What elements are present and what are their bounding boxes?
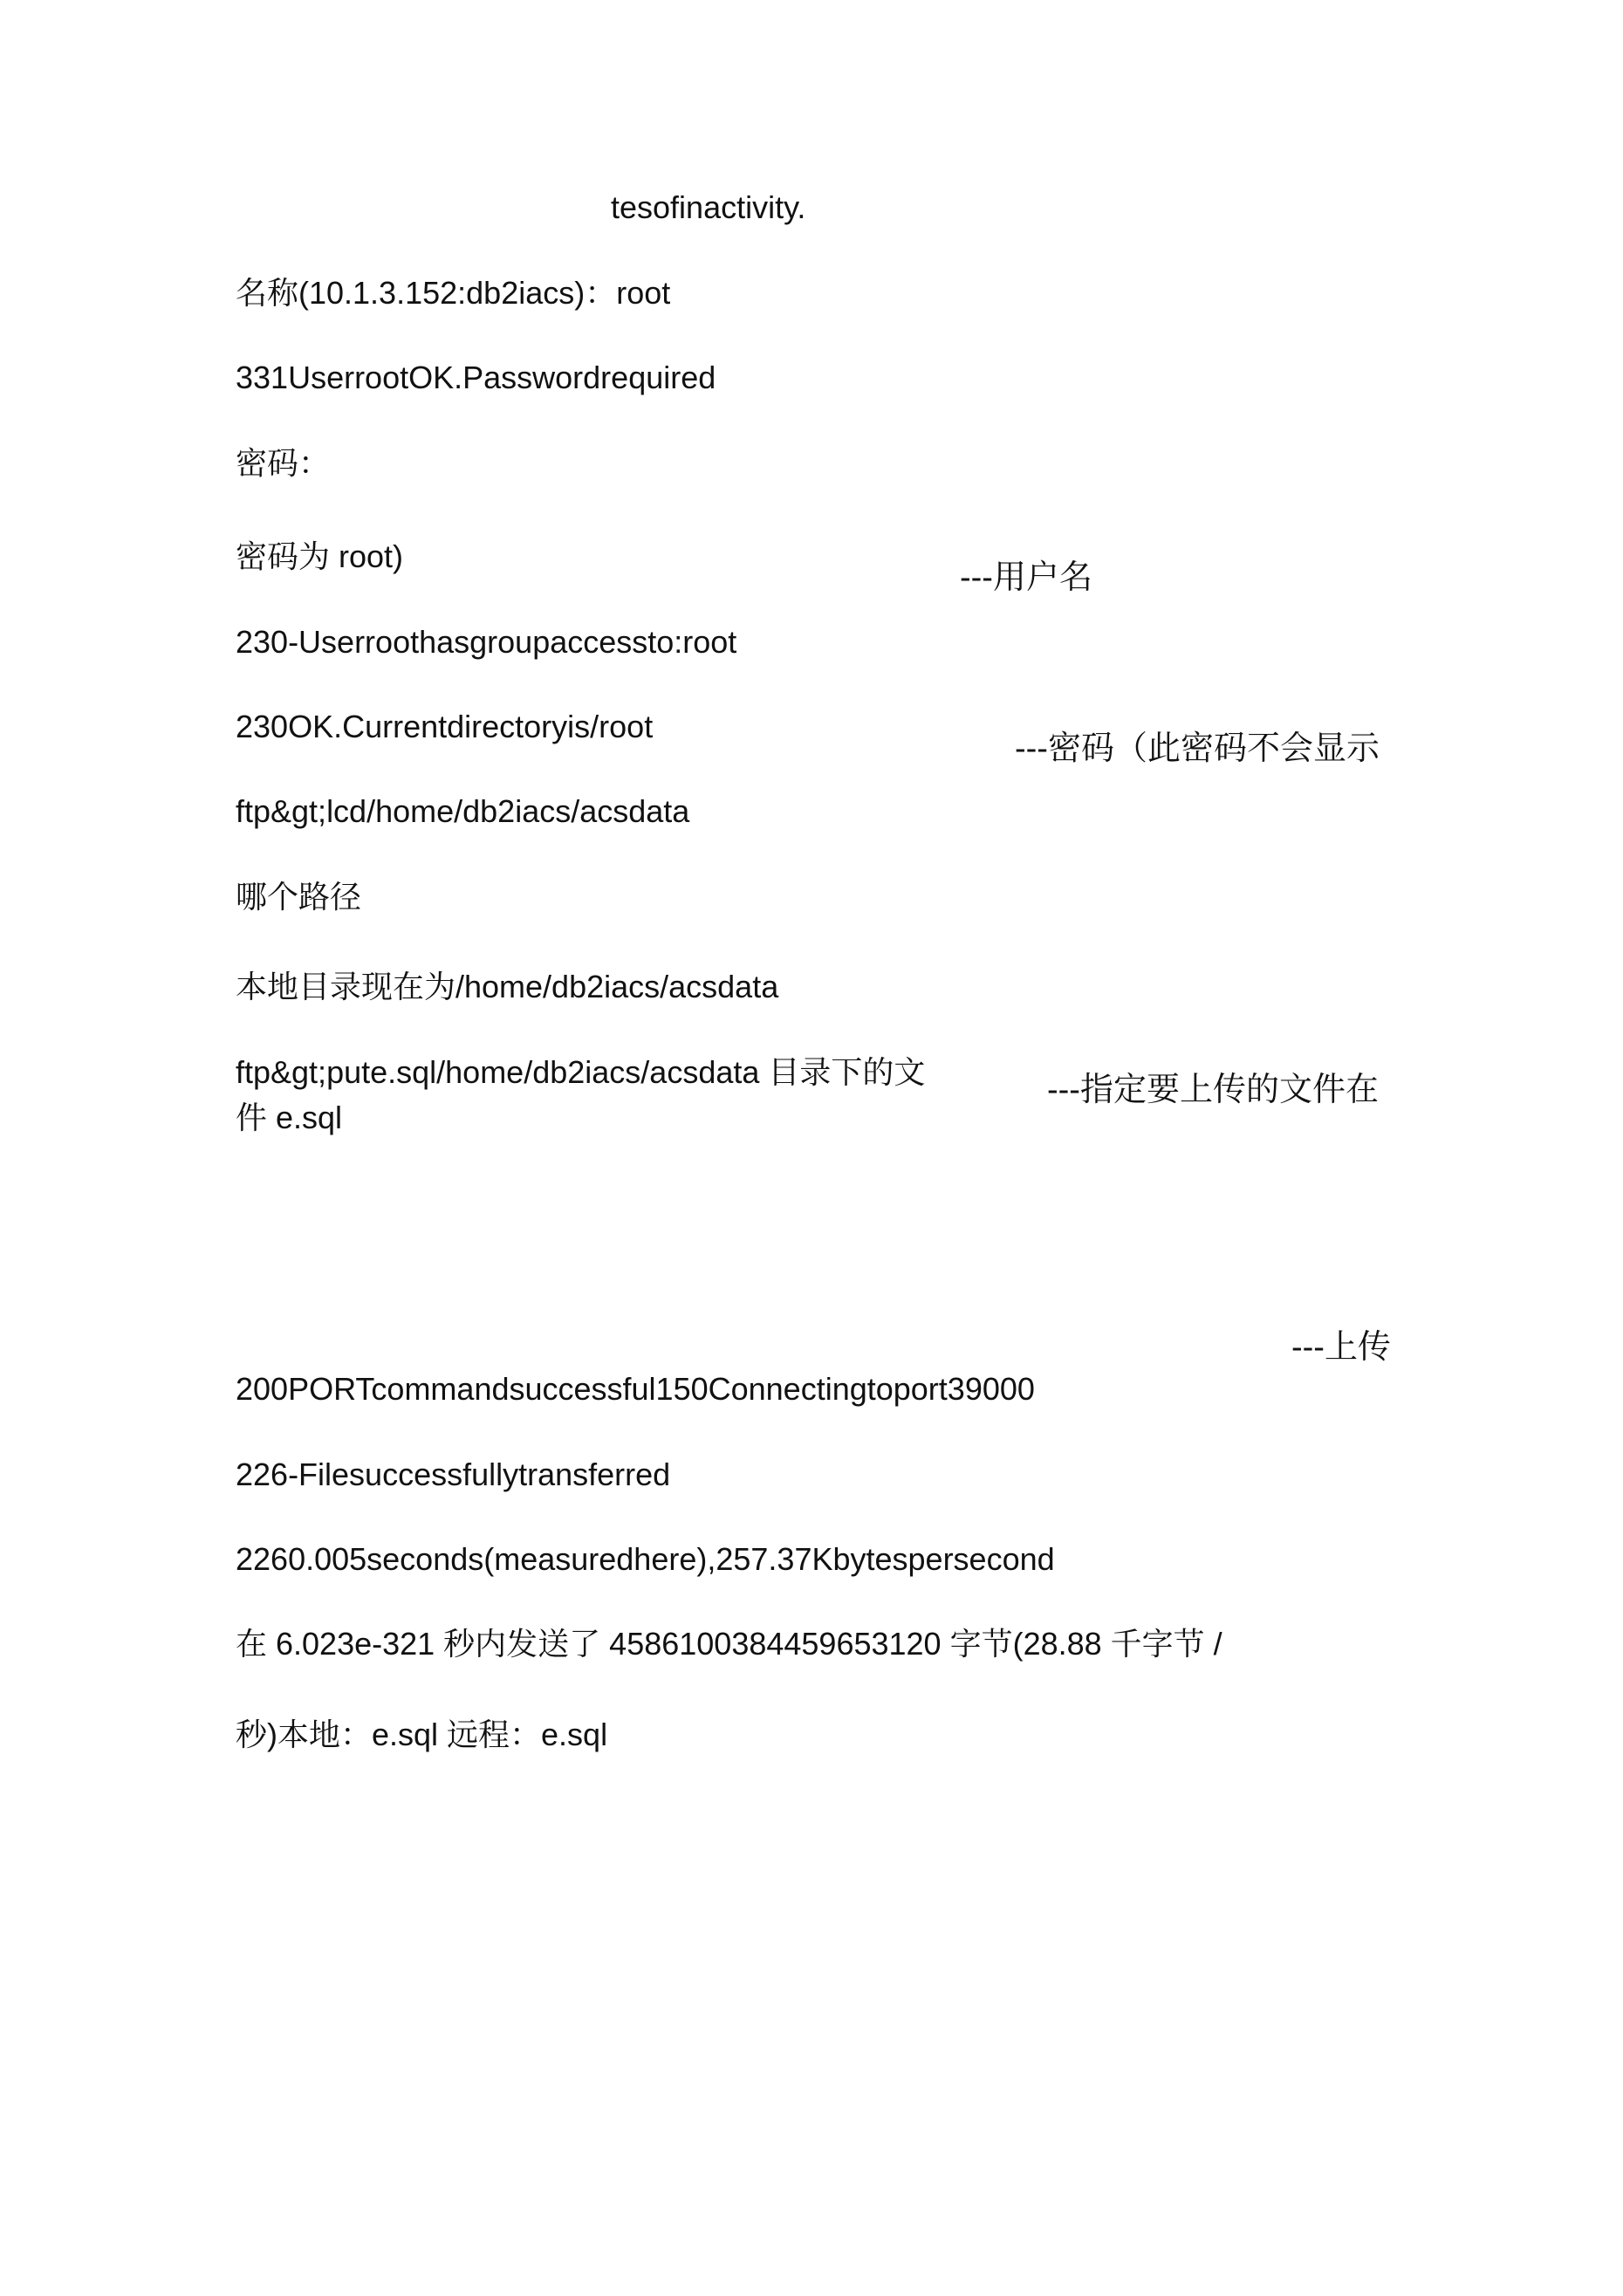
note-upload: ---上传 (1291, 1329, 1391, 1366)
note-specify-upload-file: ---指定要上传的文件在 (1047, 1072, 1379, 1108)
text-line-which-path: 哪个路径 (236, 879, 362, 915)
text-line-port-command: 200PORTcommandsuccessful150Connectingtoport39000 (236, 1371, 1035, 1407)
text-line-password-required: 331UserrootOK.Passwordrequired (236, 360, 716, 395)
text-line-name-prompt: 名称(10.1.3.152:db2iacs)：root (236, 275, 671, 311)
text-line-password-is-root: 密码为 root) (236, 538, 404, 574)
text-line-password-prompt: 密码： (236, 445, 331, 481)
text-line-bytes-sent: 在 6.023e-321 秒内发送了 4586100384459653120 字节(28.88 千字节 / (236, 1626, 1222, 1662)
text-line-local-directory: 本地目录现在为/home/db2iacs/acsdata (236, 969, 779, 1004)
text-line-transfer-speed: 2260.005seconds(measuredhere),257.37Kbytespersecond (236, 1541, 1055, 1577)
text-line-group-access: 230-Userroothasgroupaccessto:root (236, 624, 737, 660)
note-username: ---用户名 (960, 559, 1092, 596)
text-line-inactivity: tesofinactivity. (611, 189, 806, 225)
text-line-put-command: ftp&gt;pute.sql/home/db2iacs/acsdata 目录下的文件 e.sql (236, 1054, 926, 1135)
text-line-current-directory: 230OK.Currentdirectoryis/root (236, 709, 654, 744)
note-password: ---密码（此密码不会显示 (1015, 730, 1380, 767)
text-line-file-transferred: 226-Filesuccessfullytransferred (236, 1456, 671, 1492)
text-line-lcd-command: ftp&gt;lcd/home/db2iacs/acsdata (236, 793, 690, 829)
text-line-local-remote: 秒)本地：e.sql 远程：e.sql (236, 1717, 608, 1752)
